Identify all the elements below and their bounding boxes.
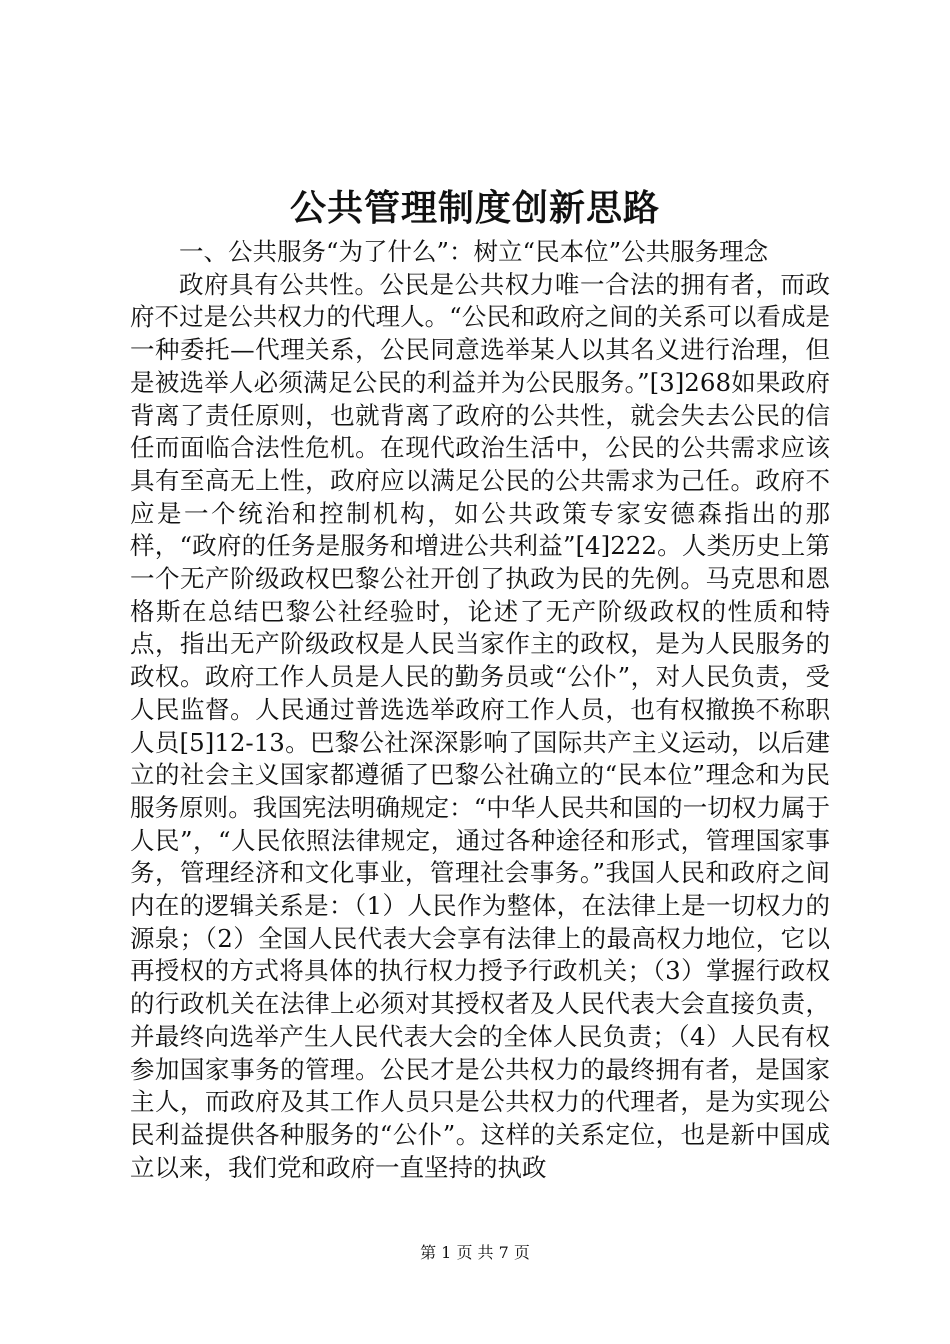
document-body [130, 236, 830, 1184]
body-paragraph: 政府具有公共性。公民是公共权力唯一合法的拥有者，而政府不过是公共权力的代理人。“公民和政府之间的关系可以看成是一种委托—代理关系，公民同意选举某人以其名义进行治理，但是被选举人必须满足公民的利益并为公民服务。”[3]268如果政府背离了责任原则，也就背离了政府的公共性，就会失去公民的信任而面临合法性危机。在现代政治生活中，公民的公共需求应该具有至高无上性，政府应以满足公民的公共需求为己任。政府不应是一个统治和控制机构，如公共政策专家安德森指出的那样，“政府的任务是服务和增进公共利益”[4]222。人类历史上第一个无产阶级政权巴黎公社开创了执政为民的先例。马克思和恩格斯在总结巴黎公社经验时，论述了无产阶级政权的性质和特点，指出无产阶级政权是人民当家作主的政权，是为人民服务的政权。政府工作人员是人民的勤务员或“公仆”，对人民负责，受人民监督。人民通过普选选举政府工作人员，也有权撤换不称职人员[5]12-13。巴黎公社深深影响了国际共产主义运动，以后建立的社会主义国家都遵循了巴黎公社确立的“民本位”理念和为民服务原则。我国宪法明确规定：“中华人民共和国的一切权力属于人民”，“人民依照法律规定，通过各种途径和形式，管理国家事务，管理经济和文化事业，管理社会事务。”我国人民和政府之间内在的逻辑关系是：（1）人民作为整体，在法律上是一切权力的源泉；（2）全国人民代表大会享有法律上的最高权力地位，它以再授权的方式将具体的执行权力授予行政机关；（3）掌握行政权的行政机关在法律上必须对其授权者及人民代表大会直接负责，并最终向选举产生人民代表大会的全体人民负责；（4）人民有权参加国家事务的管理。公民才是公共权力的最终拥有者，是国家主人，而政府及其工作人员只是公共权力的代理者，是为实现公民利益提供各种服务的“公仆”。这样的关系定位，也是新中国成立以来，我们党和政府一直坚持的执政 [130, 269, 830, 1182]
document-title: 公共管理制度创新思路 [289, 187, 660, 229]
section-heading: 一、公共服务“为了什么”：树立“民本位”公共服务理念 [179, 237, 769, 266]
page-footer: 第 1 页 共 7 页 [420, 1243, 530, 1262]
